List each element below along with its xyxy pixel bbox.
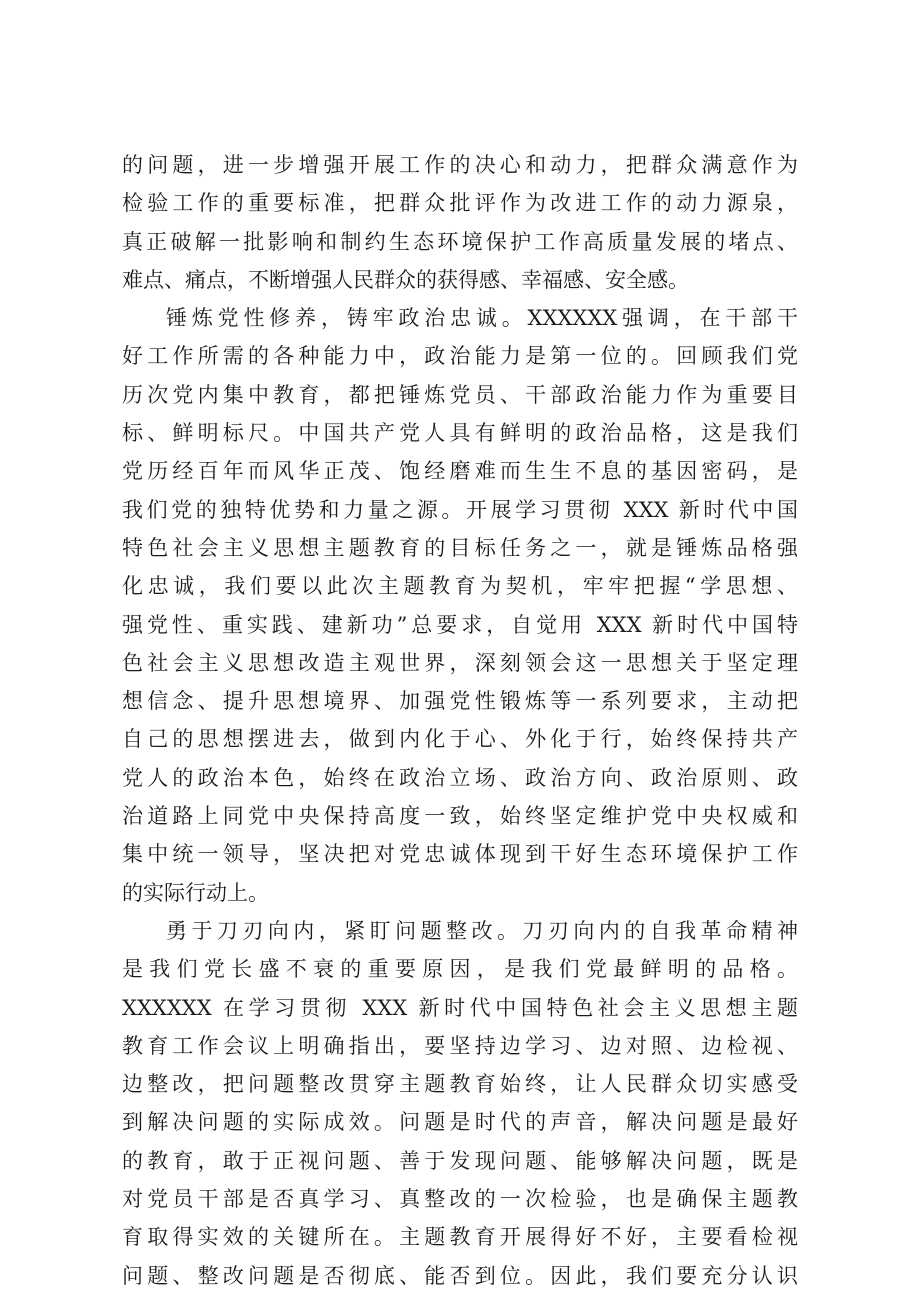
paragraph-continued: [122, 146, 798, 299]
text-line: 党人的政治本色，始终在政治立场、政治方向、政治原则、政: [122, 765, 798, 790]
text-line: 的问题，进一步增强开展工作的决心和动力，把群众满意作为: [122, 153, 798, 177]
text-line: 锤炼党性修养，铸牢政治忠诚。XXXXXX强调，在干部干: [166, 306, 798, 331]
text-line: 标、鲜明标尺。中国共产党人具有鲜明的政治品格，这是我们: [122, 421, 798, 446]
paragraph-self-revolution: [122, 912, 798, 1295]
text-line: 特色社会主义思想主题教育的目标任务之一，就是锤炼品格强: [122, 535, 798, 560]
text-line: 色社会主义思想改造主观世界，深刻领会这一思想关于坚定理: [122, 650, 798, 675]
text-line: 检验工作的重要标准，把群众批评作为改进工作的动力源泉，: [122, 191, 798, 216]
text-line: 难点、痛点，不断增强人民群众的获得感、幸福感、安全感。: [122, 267, 689, 292]
text-line: 的教育，敢于正视问题、善于发现问题、能够解决问题，既是: [122, 1148, 798, 1173]
document-body: [122, 146, 798, 1295]
text-line: 育取得实效的关键所在。主题教育开展得好不好，主要看检视: [122, 1225, 798, 1250]
text-line: 问题、整改问题是否彻底、能否到位。因此，我们要充分认识: [122, 1263, 798, 1288]
text-line: 教育工作会议上明确指出，要坚持边学习、边对照、边检视、: [122, 1033, 798, 1058]
text-line: 我们党的独特优势和力量之源。开展学习贯彻 XXX 新时代中国: [122, 497, 798, 522]
text-line: 治道路上同党中央保持高度一致，始终坚定维护党中央权威和: [122, 804, 798, 829]
text-line: XXXXXX 在学习贯彻 XXX 新时代中国特色社会主义思想主题: [122, 995, 798, 1020]
text-line: 自己的思想摆进去，做到内化于心、外化于行，始终保持共产: [122, 727, 798, 752]
text-line: 边整改，把问题整改贯穿主题教育始终，让人民群众切实感受: [122, 1072, 798, 1097]
text-line: 是我们党长盛不衰的重要原因，是我们党最鲜明的品格。: [122, 957, 798, 982]
text-line: 党历经百年而风华正茂、饱经磨难而生生不息的基因密码，是: [122, 459, 798, 484]
text-line: 集中统一领导，坚决把对党忠诚体现到干好生态环境保护工作: [122, 842, 798, 867]
text-line: 想信念、提升思想境界、加强党性锻炼等一系列要求，主动把: [122, 689, 798, 714]
text-line: 真正破解一批影响和制约生态环境保护工作高质量发展的堵点、: [122, 229, 798, 254]
text-line: 强党性、重实践、建新功”总要求，自觉用 XXX 新时代中国特: [122, 612, 798, 637]
text-line: 对党员干部是否真学习、真整改的一次检验，也是确保主题教: [122, 1187, 798, 1212]
text-line: 好工作所需的各种能力中，政治能力是第一位的。回顾我们党: [122, 344, 798, 369]
text-line: 勇于刀刃向内，紧盯问题整改。刀刃向内的自我革命精神: [166, 918, 798, 943]
text-line: 化忠诚，我们要以此次主题教育为契机，牢牢把握“学思想、: [122, 574, 798, 599]
paragraph-party-spirit: [122, 299, 798, 912]
text-line: 历次党内集中教育，都把锤炼党员、干部政治能力作为重要目: [122, 382, 798, 407]
text-line: 的实际行动上。: [122, 880, 269, 905]
text-line: 到解决问题的实际成效。问题是时代的声音，解决问题是最好: [122, 1110, 798, 1135]
